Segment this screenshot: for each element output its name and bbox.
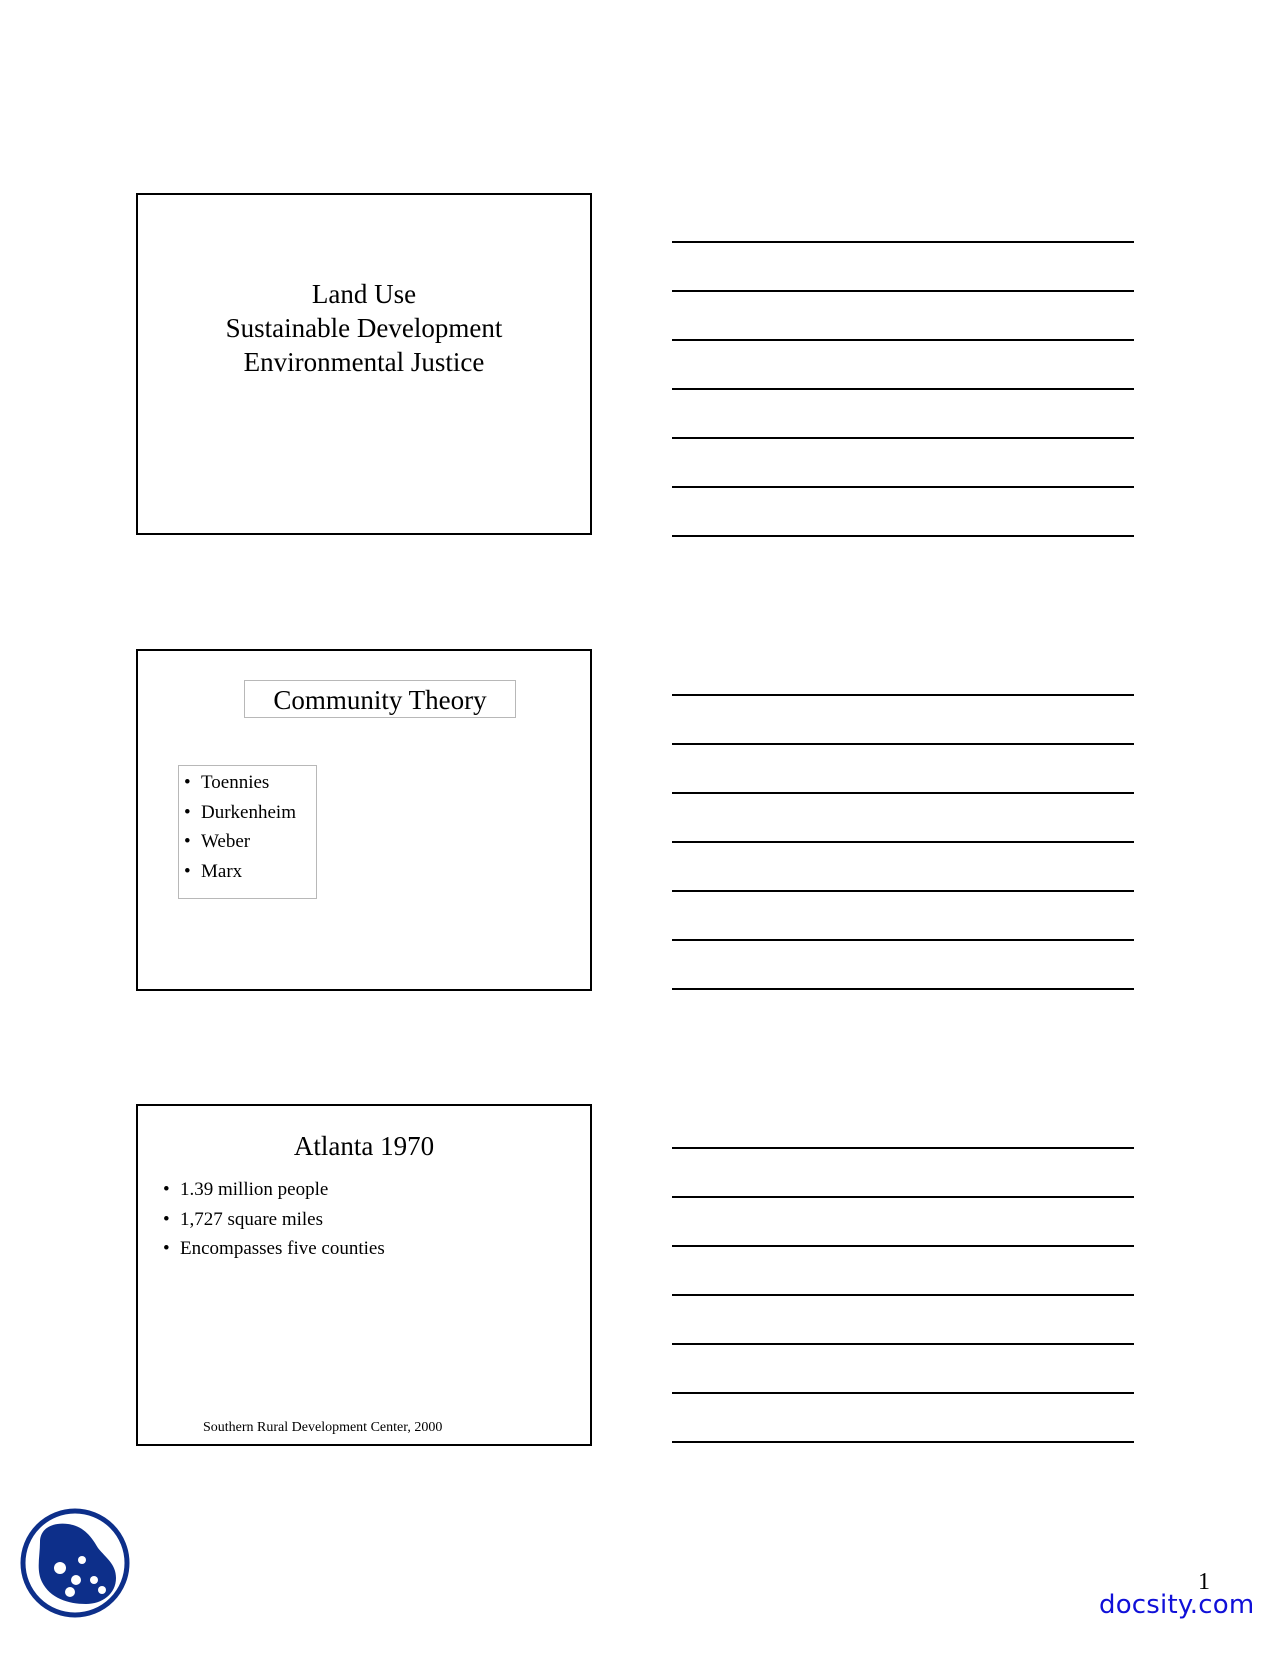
list-item-text: Toennies [201, 772, 270, 793]
list-item [158, 1205, 385, 1235]
slide-1-title-line: Land Use [311, 279, 417, 309]
list-item [179, 798, 316, 828]
note-line [672, 1343, 1134, 1345]
note-line [672, 535, 1134, 537]
note-line [672, 339, 1134, 341]
list-item [158, 1175, 385, 1205]
note-line [672, 939, 1134, 941]
note-line [672, 290, 1134, 292]
list-item [179, 768, 316, 798]
bullet-icon: • [184, 860, 191, 882]
bullet-icon: • [163, 1238, 170, 1259]
bullet-icon: • [163, 1179, 170, 1200]
note-line [672, 1294, 1134, 1296]
note-line [672, 1196, 1134, 1198]
list-item-text: Weber [201, 831, 251, 852]
slide-1-title-line: Sustainable Development [225, 313, 503, 343]
list-item [158, 1234, 385, 1264]
slide-3-source-note: Southern Rural Development Center, 2000 [203, 1420, 443, 1435]
slide-2 [136, 649, 592, 991]
note-line [672, 890, 1134, 892]
slide-3-title: Atlanta 1970 [293, 1131, 435, 1161]
list-item-text: Marx [201, 860, 243, 882]
note-line [672, 988, 1134, 990]
slide-1-title-line: Environmental Justice [243, 347, 485, 377]
page-number: 1 [1198, 1569, 1210, 1595]
note-line [672, 841, 1134, 843]
list-item-text: Durkenheim [201, 801, 296, 823]
slide-2-bullet-list [179, 768, 316, 886]
note-line [672, 694, 1134, 696]
slide-1-title [138, 277, 590, 379]
note-line [672, 1147, 1134, 1149]
note-line [672, 1245, 1134, 1247]
slide-3 [136, 1104, 592, 1446]
note-line [672, 241, 1134, 243]
note-line [672, 1441, 1134, 1443]
bullet-icon: • [184, 801, 191, 823]
note-line [672, 437, 1134, 439]
note-line [672, 792, 1134, 794]
bullet-icon: • [184, 831, 191, 852]
list-item [179, 827, 316, 857]
slide-3-bullet-list [158, 1175, 385, 1264]
note-line [672, 388, 1134, 390]
list-item-text: Encompasses five counties [180, 1238, 385, 1259]
note-line [672, 486, 1134, 488]
list-item-text: 1.39 million people [180, 1179, 329, 1200]
list-item-text: 1,727 square miles [180, 1208, 324, 1230]
brand-link[interactable]: docsity.com [1099, 1590, 1255, 1620]
bullet-icon: • [163, 1208, 170, 1230]
docsity-logo-icon[interactable] [20, 1508, 130, 1618]
slide-1 [136, 193, 592, 535]
slide-2-title: Community Theory [244, 680, 516, 718]
bullet-icon: • [184, 772, 191, 793]
list-item [179, 857, 316, 887]
note-line [672, 1392, 1134, 1394]
note-line [672, 743, 1134, 745]
slide-2-bullet-box [178, 765, 317, 899]
